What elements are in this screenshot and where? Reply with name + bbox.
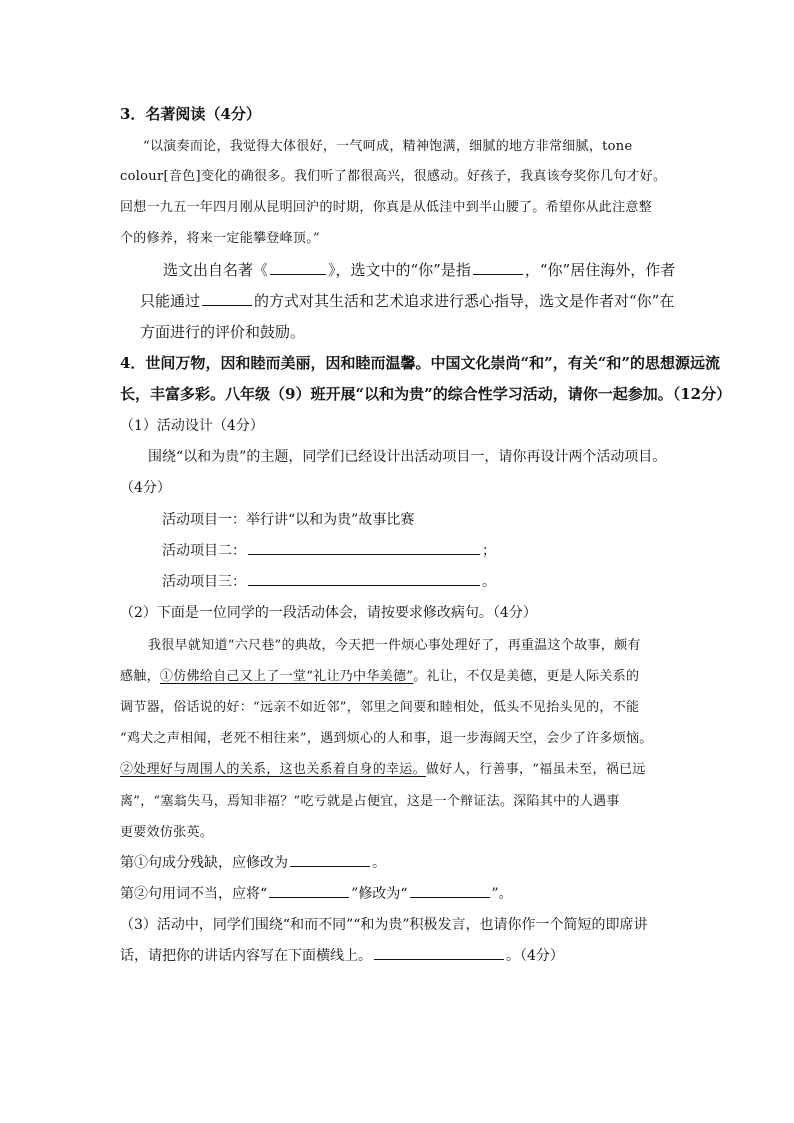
part2-passage-line — [120, 665, 639, 684]
part2-passage-line: “鸡犬之声相闻，老死不相往来”，遇到烦心的人和事，退一步海阔天空，会少了许多烦恼。 — [120, 731, 653, 746]
fix-sentence-2 — [120, 883, 513, 903]
q3-fill-line-2 — [140, 290, 674, 311]
activity-item-1: 活动项目一：举行讲“以和为贵”故事比赛 — [162, 512, 415, 528]
part3-line2-a: 话，请把你的讲话内容写在下面横线上。 — [120, 948, 372, 964]
sentence-1-underlined: ①仿佛给自己又上了一堂“礼让乃中华美德” — [159, 669, 414, 684]
q3-quote-line: 个的修养，将来一定能攀登峰顶。” — [120, 231, 320, 246]
p2-line5-b: 做好人，行善事，“福虽未至，祸已远 — [425, 762, 646, 777]
q3-line2-a: 只能通过 — [140, 292, 201, 310]
q3-line2-b: 的方式对其生活和艺术追求进行悉心指导，选文是作者对“你”在 — [254, 292, 675, 310]
q3-quote-line: 回想一九五一年四月刚从昆明回沪的时期，你真是从低洼中到半山腰了。希望你从此注意整 — [120, 200, 653, 215]
q3-line1-b: 》，选文中的“你”是指 — [328, 261, 471, 279]
part1-title: （1）活动设计（4分） — [120, 418, 264, 434]
speech-blank[interactable] — [374, 958, 504, 960]
part2-passage-line: 我很早就知道“六尺巷”的典故，今天把一件烦心事处理好了，再重温这个故事，颇有 — [148, 638, 641, 653]
part2-passage-line: 更要效仿张英。 — [120, 825, 214, 840]
p2-line2-a: 感触， — [120, 669, 160, 684]
q3-line1-a: 选文出自名著《 — [163, 261, 269, 279]
q4-heading-line: 4．世间万物，因和睦而美丽，因和睦而温馨。中国文化崇尚“和”，有关“和”的思想源远流 — [120, 354, 720, 372]
part2-passage-line: 调节器，俗话说的好：“远亲不如近邻”，邻里之间要和睦相处，低头不见抬头见的，不能 — [120, 700, 640, 715]
fix2-original-blank[interactable] — [269, 896, 349, 898]
activity-item-3-end: 。 — [482, 574, 496, 590]
activity-item-2-end: ； — [482, 543, 496, 559]
fix2-c: ”。 — [491, 886, 513, 902]
q4-heading-line: 长，丰富多彩。八年级（9）班开展“以和为贵”的综合性学习活动，请你一起参加。（12分） — [120, 385, 732, 403]
q3-heading: 3．名著阅读（4分） — [120, 105, 261, 123]
fix1-b: 。 — [372, 855, 386, 871]
fix-sentence-1 — [120, 852, 386, 872]
part2-passage-line: 离”，“塞翁失马，焉知非福？”吃亏就是占便宜，这是一个辩证法。深陷其中的人遇事 — [120, 794, 620, 809]
q3-quote-line: colour[音色]变化的确很多。我们听了都很高兴，很感动。好孩子，我真该夸奖你几句才好。 — [120, 169, 667, 184]
book-title-blank[interactable] — [270, 273, 326, 275]
q3-line1-c: ，“你”居住海外，作者 — [524, 261, 676, 279]
q3-quote-line: “以演奏而论，我觉得大体很好，一气呵成，精神饱满，细腻的地方非常细腻，tone — [143, 139, 633, 154]
part3-line-1: （3）活动中，同学们围绕“和而不同”“和为贵”积极发言，也请你作一个简短的即席讲 — [120, 917, 648, 933]
fix1-blank[interactable] — [290, 865, 370, 867]
q3-fill-line-1 — [163, 259, 675, 280]
fix2-a: 第②句用词不当，应将“ — [120, 886, 268, 902]
you-refers-to-blank[interactable] — [473, 273, 523, 275]
activity-item-2-blank[interactable] — [248, 553, 480, 555]
part1-score: （4分） — [120, 480, 171, 496]
activity-item-3-blank[interactable] — [248, 584, 480, 586]
activity-item-3-label: 活动项目三： — [162, 574, 246, 590]
part3-line2-b: 。（4分） — [506, 948, 564, 964]
part3-line-2 — [120, 945, 564, 965]
method-blank[interactable] — [202, 304, 252, 306]
fix2-b: ”修改为“ — [351, 886, 408, 902]
activity-item-2-label: 活动项目二： — [162, 543, 246, 559]
fix2-revised-blank[interactable] — [410, 896, 490, 898]
part1-desc: 围绕“以和为贵”的主题，同学们已经设计出活动项目一，请你再设计两个活动项目。 — [148, 449, 667, 465]
part2-title: （2）下面是一位同学的一段活动体会，请按要求修改病句。（4分） — [120, 605, 537, 621]
activity-item-3 — [162, 571, 496, 591]
p2-line2-b: 。礼让，不仅是美德，更是人际关系的 — [413, 669, 640, 684]
q3-fill-line-3: 方面进行的评价和鼓励。 — [140, 323, 306, 341]
fix1-a: 第①句成分残缺，应修改为 — [120, 855, 288, 871]
sentence-2-underlined: ②处理好与周围人的关系，这也关系着自身的幸运。 — [120, 762, 426, 777]
part2-passage-line — [120, 758, 646, 777]
activity-item-2 — [162, 540, 496, 560]
